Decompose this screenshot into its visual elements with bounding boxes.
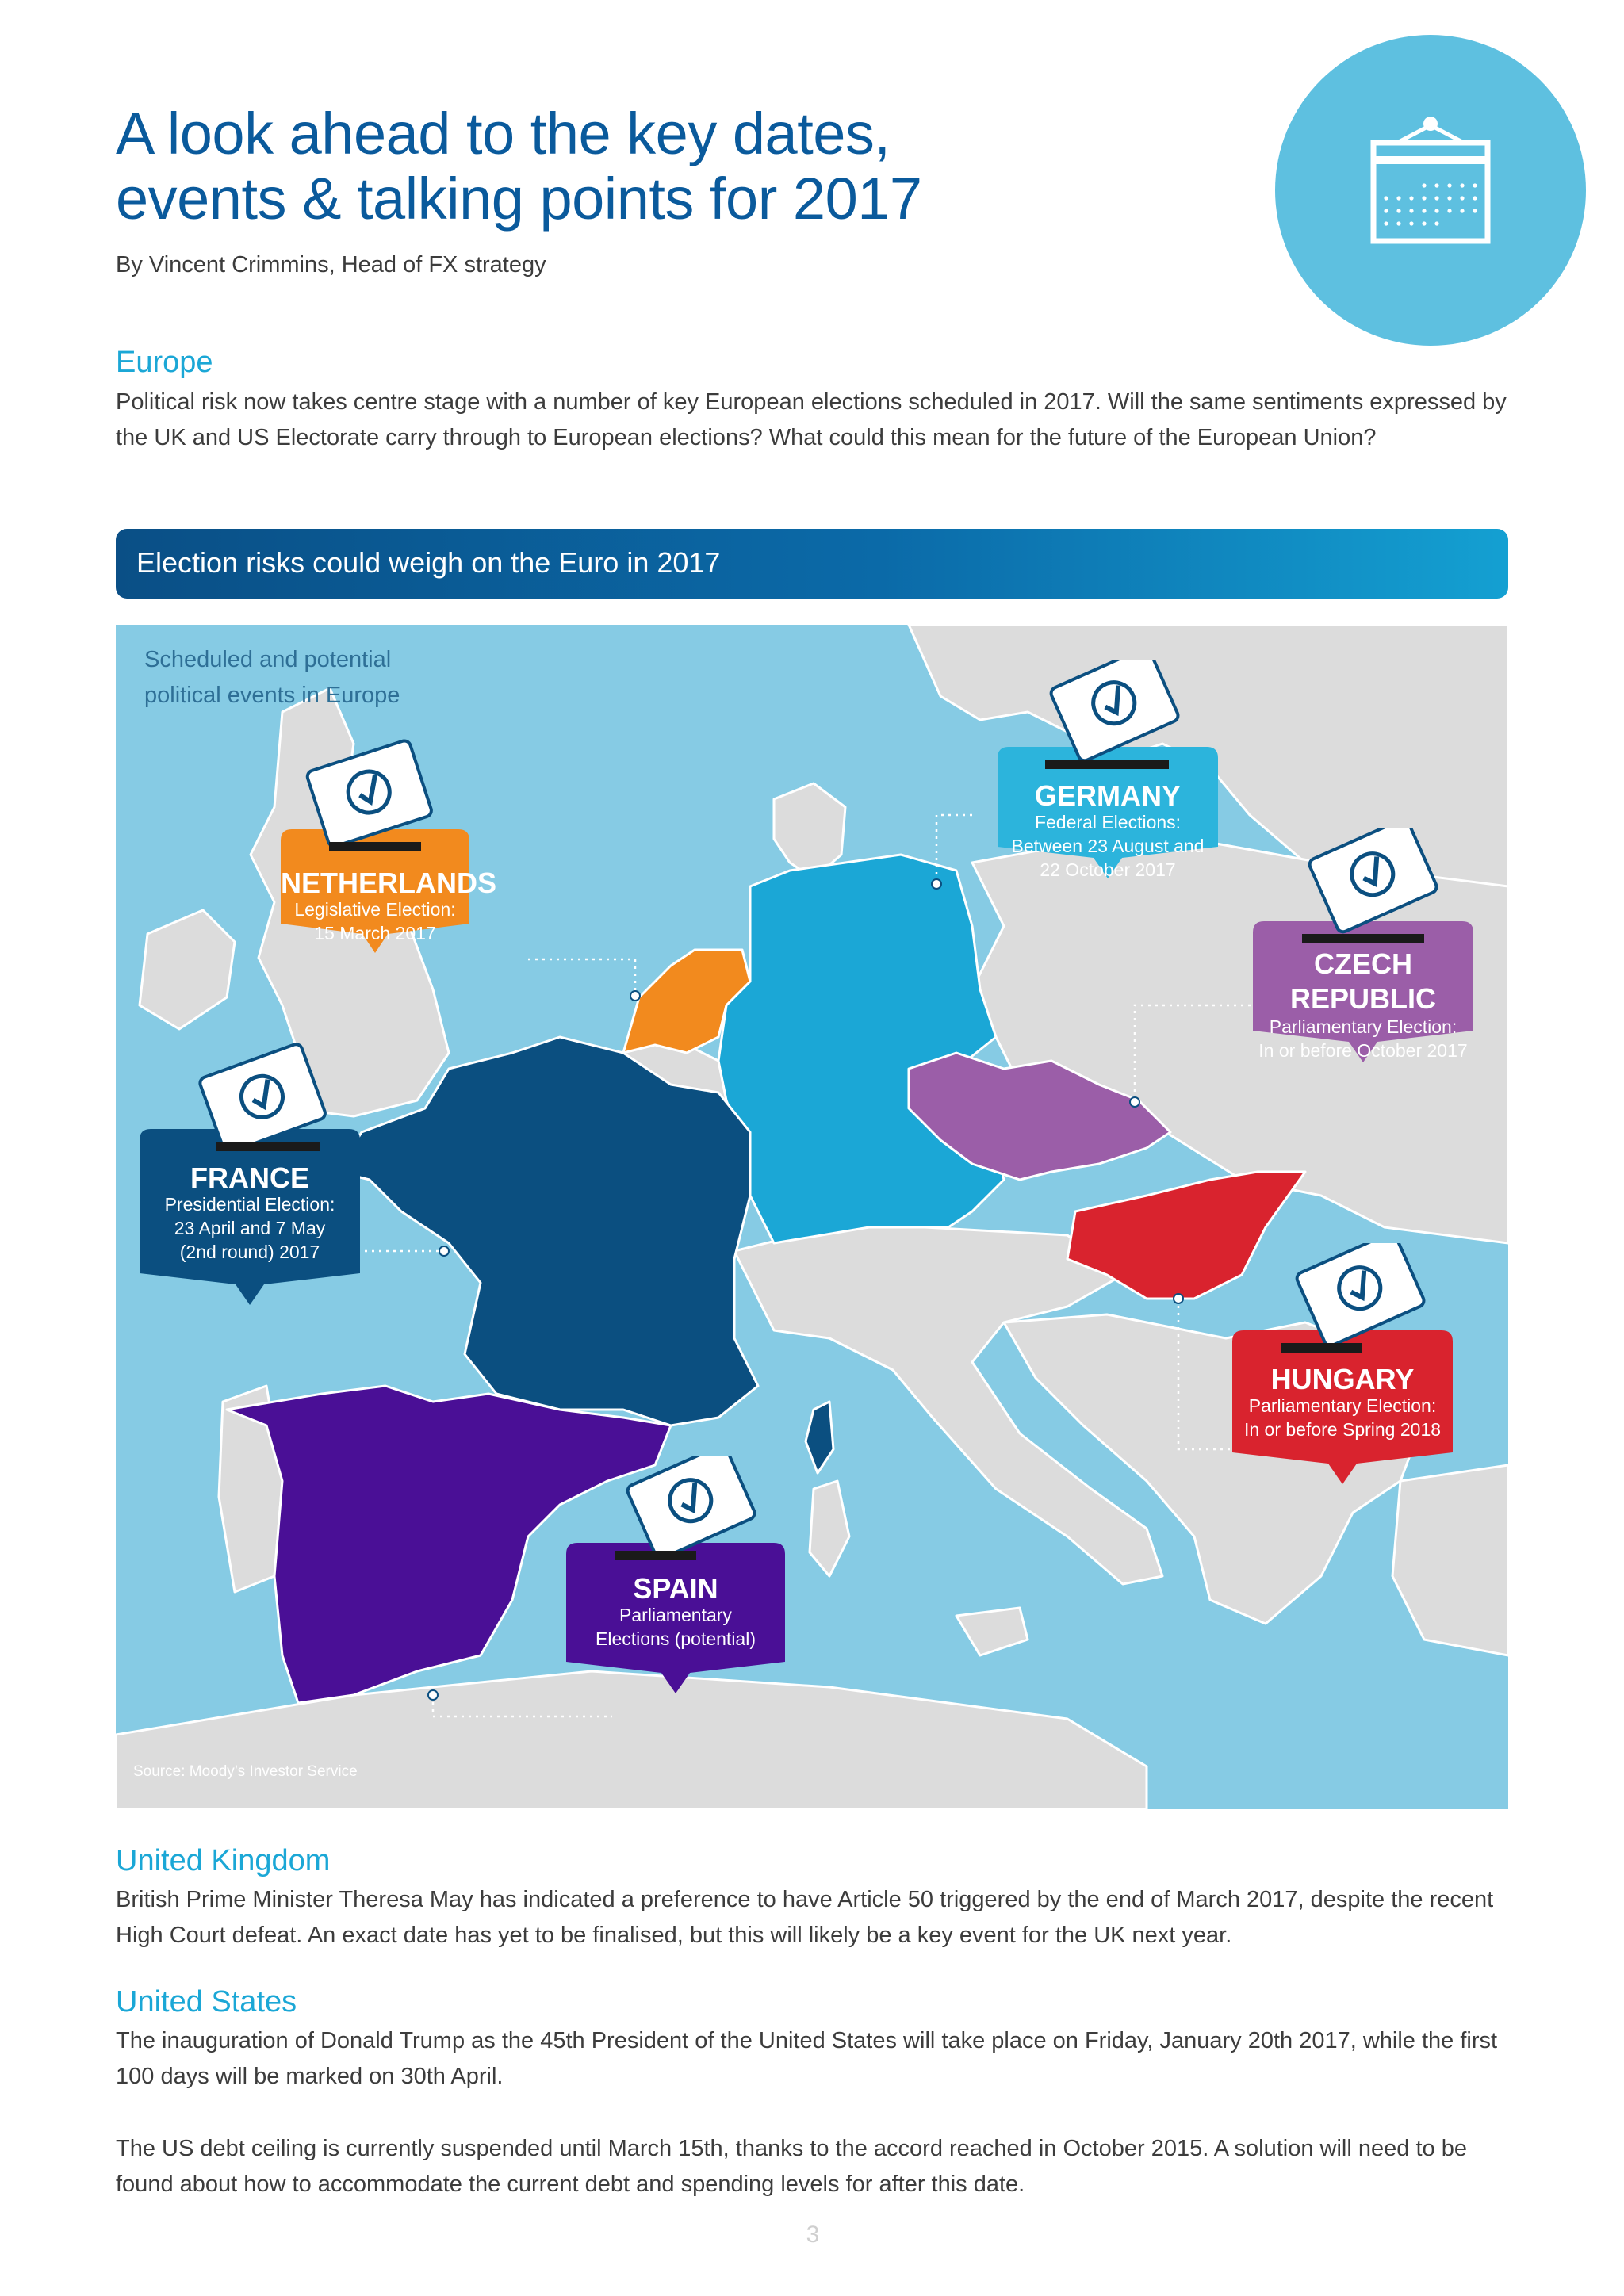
marker-germany: [932, 879, 941, 889]
event-card-germany: [998, 660, 1218, 901]
byline: By Vincent Crimmins, Head of FX strategy: [116, 252, 546, 277]
us-heading: United States: [116, 1985, 297, 2019]
ballot-icon: [1308, 828, 1438, 934]
uk-heading: United Kingdom: [116, 1844, 331, 1877]
card-line2-czech: In or before October 2017: [1258, 1040, 1468, 1061]
land-sardinia: [810, 1481, 849, 1576]
banner-text: Election risks could weigh on the Euro in 2017: [136, 546, 721, 579]
page-number: 3: [806, 2221, 820, 2248]
marker-spain: [428, 1690, 438, 1700]
card-line2-netherlands: 15 March 2017: [314, 923, 436, 943]
card-line1-france: Presidential Election:: [164, 1194, 335, 1215]
card-line1-czech: Parliamentary Election:: [1269, 1016, 1457, 1037]
card-country-czech: CZECH: [1314, 947, 1412, 980]
card-country-france: FRANCE: [190, 1161, 309, 1194]
event-card-czech: [1253, 828, 1473, 1073]
country-corsica: [806, 1402, 833, 1473]
card-line1-netherlands: Legislative Election:: [294, 899, 456, 920]
land-turkey: [1392, 1465, 1508, 1655]
card-country2-czech: REPUBLIC: [1289, 982, 1436, 1015]
uk-paragraph: British Prime Minister Theresa May has indicated a preference to have Article 50 triggered by the end of March 2017, despite the recent High Court defeat. An exact date has yet to be finalised, but this will likely be a key event for the UK next year.: [116, 1887, 1494, 1948]
us-paragraph-2: The US debt ceiling is currently suspended until March 15th, thanks to the accord reached in October 2015. A solution will need to be found about how to accommodate the current debt and spending levels for after this date.: [116, 2136, 1467, 2197]
land-ireland: [140, 910, 235, 1029]
card-line2-hungary: In or before Spring 2018: [1243, 1419, 1442, 1440]
europe-map: [116, 625, 1508, 1809]
page-title: [116, 101, 1147, 232]
marker-netherlands: [630, 991, 640, 1001]
country-germany: [718, 855, 1004, 1243]
calendar-badge: [1275, 35, 1586, 346]
card-line3-germany: 22 October 2017: [1040, 859, 1176, 880]
card-line1-hungary: Parliamentary Election:: [1248, 1395, 1437, 1416]
card-country-germany: GERMANY: [1034, 779, 1181, 812]
card-country-spain: SPAIN: [633, 1572, 718, 1605]
land-sicily: [956, 1608, 1028, 1655]
card-line1-germany: Federal Elections:: [1034, 812, 1182, 832]
map-banner: [116, 529, 1508, 599]
marker-hungary: [1174, 1294, 1183, 1303]
connector-netherlands: [528, 959, 635, 996]
title-line-2: events & talking points for 2017: [116, 166, 922, 232]
calendar-icon: [1275, 35, 1586, 346]
event-card-netherlands: [281, 737, 497, 967]
event-card-hungary: [1232, 1243, 1453, 1490]
event-card-spain: [566, 1456, 785, 1701]
event-card-france: [140, 1037, 360, 1314]
map-note: [144, 642, 400, 714]
map-source: Source: Moody’s Investor Service: [133, 1763, 358, 1780]
card-country-hungary: HUNGARY: [1270, 1363, 1415, 1395]
card-line2-france: 23 April and 7 May: [174, 1218, 326, 1238]
card-country-netherlands: NETHERLANDS: [281, 867, 497, 899]
europe-paragraph: Political risk now takes centre stage with a number of key European elections scheduled in 2017. Will the same sentiments expressed by the UK and US Electorate carry through to European elections? What could this mean for the future of the European Union?: [116, 389, 1507, 450]
title-line-1: A look ahead to the key dates,: [116, 101, 891, 166]
card-line2-germany: Between 23 August and: [1011, 836, 1205, 856]
card-line3-france: (2nd round) 2017: [179, 1242, 320, 1262]
us-paragraph-1: The inauguration of Donald Trump as the 45th President of the United States will take place on Friday, January 20th 2017, while the first 100 days will be marked on 30th April.: [116, 2028, 1498, 2089]
card-line2-spain: Elections (potential): [596, 1628, 756, 1649]
marker-france: [439, 1246, 449, 1256]
card-line1-spain: Parliamentary: [619, 1605, 732, 1625]
europe-heading: Europe: [116, 346, 213, 379]
marker-czech: [1130, 1097, 1139, 1107]
map-note-line-1: Scheduled and potential: [144, 647, 392, 672]
map-note-line-2: political events in Europe: [144, 683, 400, 708]
